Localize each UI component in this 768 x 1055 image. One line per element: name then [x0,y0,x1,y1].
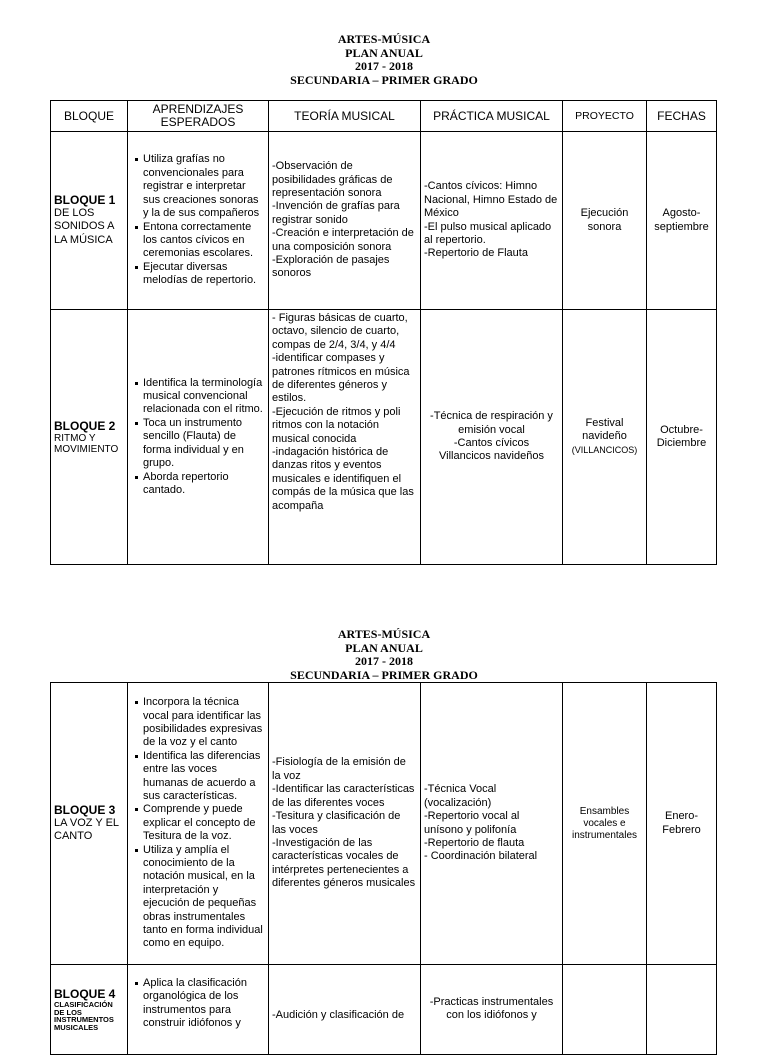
table-row [51,132,717,310]
bloque-number: BLOQUE 2 [54,418,116,433]
aprendizaje-item: Aplica la clasificación organológica de los instrumentos para construir idiófonos y [143,977,265,1031]
header-year: 2017 - 2018 [355,59,413,73]
bloque-cell [51,683,128,965]
aprendizaje-item: Aborda repertorio cantado. [143,471,265,498]
practica-item: -Cantos cívicos: Himno Nacional, Himno Estado de México [424,180,558,220]
plan-table-2 [50,682,717,1055]
col-header-proyecto: PROYECTO [563,101,647,132]
teoria-cell [269,965,421,1055]
practica-item: -Técnica de respiración y emisión vocal [430,410,553,436]
practica-item: -Repertorio vocal al unísono y polifonía [424,810,520,836]
bloque-name: CLASIFICACIÓN DE LOS INSTRUMENTOS MUSICALES [54,1000,114,1032]
aprendizaje-item: Utiliza y amplía el conocimiento de la notación musical, en la interpretación y ejecución de pequeñas obras instrumentales tanto en forma individual como en equipo. [143,844,265,951]
teoria-item: -Investigación de las características vocales de intérpretes pertenecientes a diferentes géneros musicales [272,836,416,890]
practica-item: -Técnica Vocal (vocalización) [424,783,497,809]
col-header-aprendizajes-1: APRENDIZAJES [152,102,244,116]
teoria-item: - Figuras básicas de cuarto, octavo, silencio de cuarto, compas de 2/4, 3/4, y 4/4 [272,312,408,351]
aprendizaje-item: Identifica las diferencias entre las voces humanas de acuerdo a sus características. [143,750,265,804]
aprendizaje-item: Entona correctamente los cantos cívicos en ceremonias escolares. [143,221,265,261]
practica-cell [421,310,563,565]
fechas-cell: Octubre-Diciembre [647,310,717,565]
fechas-cell: Agosto-septiembre [647,132,717,310]
header-grade: SECUNDARIA – PRIMER GRADO [290,72,478,87]
plan-header-2 [0,628,768,682]
aprendizaje-item: Identifica la terminología musical convencional relacionada con el ritmo. [143,377,265,417]
header-title: ARTES-MÚSICA [337,32,431,46]
bloque-cell [51,310,128,565]
bloque-cell [51,132,128,310]
header-title: ARTES-MÚSICA [337,627,431,641]
aprendizaje-item: Comprende y puede explicar el concepto de Tesitura de la voz. [143,803,265,843]
aprendizajes-cell [128,965,269,1055]
teoria-item: -Invención de grafías para registrar sonido [272,200,400,226]
practica-item: Villancicos navideños [439,450,544,463]
aprendizaje-item: Toca un instrumento sencillo (Flauta) de forma individual y en grupo. [143,417,265,471]
bloque-name: LA VOZ Y EL CANTO [54,816,119,842]
bloque-number: BLOQUE 3 [54,802,116,817]
practica-item: con los idiófonos y [446,1009,537,1022]
proyecto-cell [563,310,647,565]
aprendizaje-item: Incorpora la técnica vocal para identificar las posibilidades expresivas de la voz y el canto [143,696,265,750]
practica-item: -Repertorio de flauta [424,836,525,849]
practica-item: - Coordinación bilateral [424,850,538,863]
practica-cell [421,132,563,310]
teoria-item: -Creación e interpretación de una composición sonora [272,227,414,253]
aprendizaje-item: Ejecutar diversas melodías de repertorio. [143,261,265,288]
header-subtitle: PLAN ANUAL [345,45,423,60]
practica-item: -Repertorio de Flauta [424,247,528,260]
teoria-cell [269,132,421,310]
aprendizaje-item: Utiliza grafías no convencionales para registrar e interpretar sus creaciones sonoras y la de sus compañeros [143,153,265,220]
col-header-fechas: FECHAS [647,101,717,132]
col-header-bloque: BLOQUE [51,101,128,132]
practica-item: -Practicas instrumentales [429,996,554,1008]
col-header-practica: PRÁCTICA MUSICAL [421,101,563,132]
practica-cell [421,965,563,1055]
header-year: 2017 - 2018 [355,654,413,668]
col-header-teoria: TEORÍA MUSICAL [269,101,421,132]
table-row [51,965,717,1055]
teoria-item: -Tesitura y clasificación de las voces [272,810,401,836]
teoria-item: -identificar compases y patrones rítmicos en música de diferentes géneros y estilos. [272,352,410,405]
teoria-item: -Ejecución de ritmos y poli ritmos con la notación musical conocida [272,405,401,445]
proyecto-subtext: (VILLANCICOS) [571,444,638,455]
header-grade: SECUNDARIA – PRIMER GRADO [290,667,478,682]
proyecto-cell: Ejecución sonora [563,132,647,310]
col-header-aprendizajes-2: ESPERADOS [160,115,236,129]
proyecto-cell [563,965,647,1055]
col-header-aprendizajes [128,101,269,132]
teoria-item: -indagación histórica de danzas ritos y eventos musicales e identifiquen el compás de la música que las acompaña [272,446,414,512]
table-row [51,310,717,565]
teoria-item: -Observación de posibilidades gráficas de representación sonora [272,160,393,199]
teoria-cell [269,310,421,565]
aprendizajes-cell [128,683,269,965]
bloque-number: BLOQUE 4 [54,987,116,1001]
aprendizajes-cell [128,310,269,565]
fechas-cell: Enero-Febrero [647,683,717,965]
bloque-name: RITMO Y MOVIMIENTO [54,432,119,455]
practica-item: -El pulso musical aplicado al repertorio. [424,220,552,246]
bloque-number: BLOQUE 1 [54,192,116,207]
bloque-name: DE LOS SONIDOS A LA MÚSICA [54,206,114,246]
teoria-item: -Audición y clasificación de [272,1009,405,1021]
bloque-cell [51,965,128,1055]
proyecto-cell: Ensambles vocales e instrumentales [563,683,647,965]
table-header-row [51,101,717,132]
teoria-item: -Fisiología de la emisión de la voz [272,756,406,782]
practica-cell [421,683,563,965]
header-subtitle: PLAN ANUAL [345,640,423,655]
proyecto-text: Festival navideño [582,416,627,443]
table-row [51,683,717,965]
teoria-cell [269,683,421,965]
aprendizajes-cell [128,132,269,310]
fechas-cell [647,965,717,1055]
teoria-item: -Exploración de pasajes sonoros [272,254,390,280]
plan-table-1 [50,100,717,565]
practica-item: -Cantos cívicos [453,437,530,449]
plan-header-1 [0,33,768,87]
teoria-item: -Identificar las características de las diferentes voces [272,783,415,809]
